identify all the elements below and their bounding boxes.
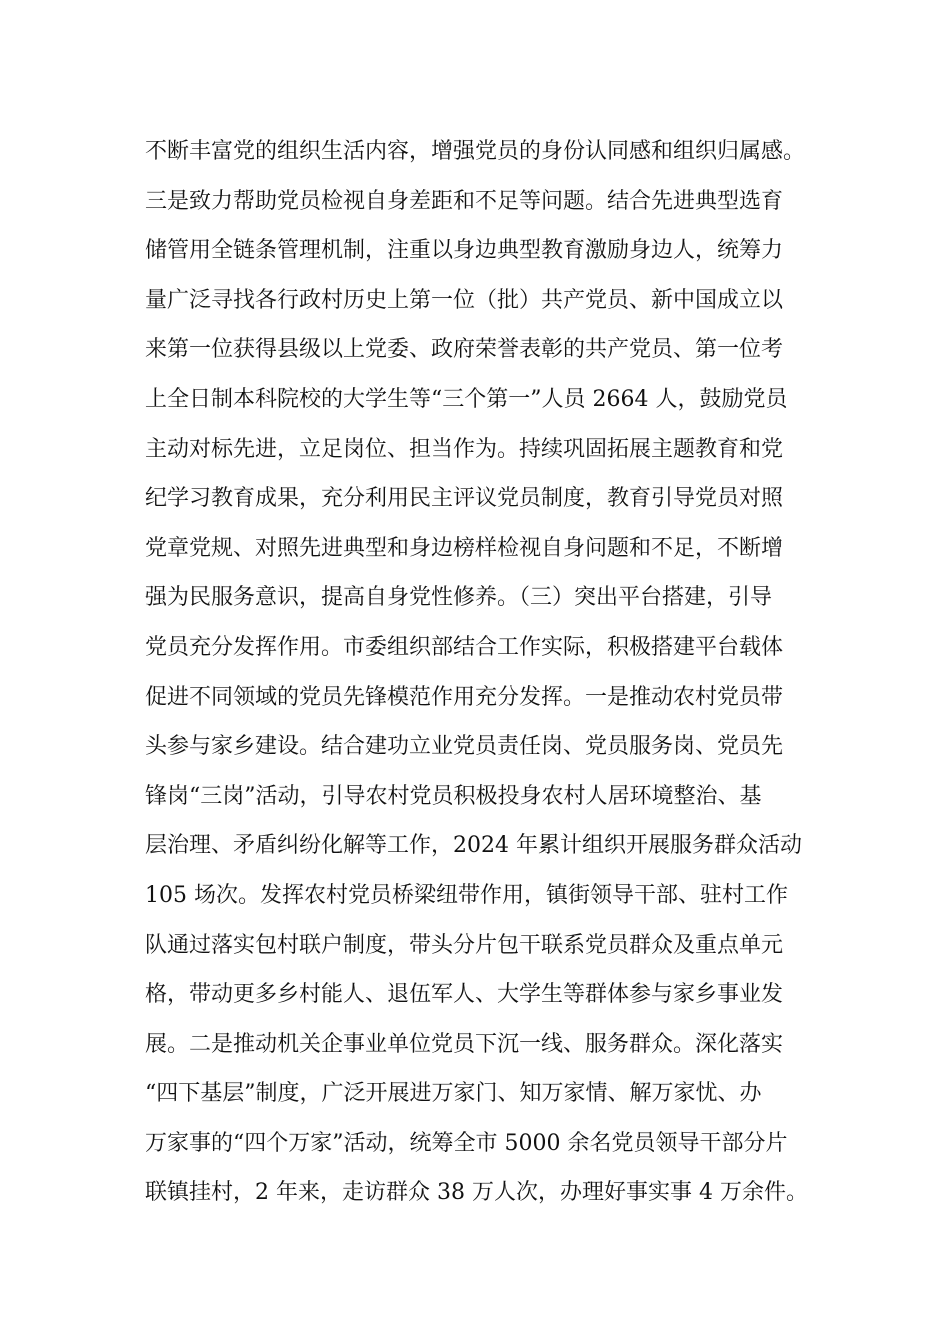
text-line-20: “四下基层”制度，广泛开展进万家门、知万家情、解万家忧、办: [145, 1081, 762, 1107]
text-line-5: 来第一位获得县级以上党委、政府荣誉表彰的共产党员、第一位考: [145, 337, 784, 363]
text-line-15: 层治理、矛盾纠纷化解等工作，2024 年累计组织开展服务群众活动: [145, 833, 802, 859]
text-line-17: 队通过落实包村联户制度，带头分片包干联系党员群众及重点单元: [145, 932, 784, 958]
text-line-18: 格，带动更多乡村能人、退伍军人、大学生等群体参与家乡事业发: [145, 982, 784, 1008]
text-line-6: 上全日制本科院校的大学生等“三个第一”人员 2664 人，鼓励党员: [145, 386, 788, 412]
text-line-13: 头参与家乡建设。结合建功立业党员责任岗、党员服务岗、党员先: [145, 734, 784, 760]
text-line-22: 联镇挂村，2 年来，走访群众 38 万人次，办理好事实事 4 万余件。: [145, 1180, 808, 1206]
text-line-21: 万家事的“四个万家”活动，统筹全市 5000 余名党员领导干部分片: [145, 1130, 788, 1156]
text-line-3: 储管用全链条管理机制，注重以身边典型教育激励身边人，统筹力: [145, 238, 784, 264]
text-line-8: 纪学习教育成果，充分利用民主评议党员制度，教育引导党员对照: [145, 486, 784, 512]
body-text: [145, 127, 825, 1218]
text-line-7: 主动对标先进，立足岗位、担当作为。持续巩固拓展主题教育和党: [145, 436, 784, 462]
text-line-14: 锋岗“三岗”活动，引导农村党员积极投身农村人居环境整治、基: [145, 783, 762, 809]
text-line-1: 不断丰富党的组织生活内容，增强党员的身份认同感和组织归属感。: [145, 139, 806, 164]
text-line-10: 强为民服务意识，提高自身党性修养。（三）突出平台搭建，引导: [145, 585, 773, 611]
text-line-12: 促进不同领域的党员先锋模范作用充分发挥。一是推动农村党员带: [145, 684, 784, 710]
text-line-19: 展。二是推动机关企事业单位党员下沉一线、服务群众。深化落实: [145, 1031, 784, 1057]
text-line-11: 党员充分发挥作用。市委组织部结合工作实际，积极搭建平台载体: [145, 634, 784, 660]
text-line-16: 105 场次。发挥农村党员桥梁纽带作用，镇街领导干部、驻村工作: [145, 882, 788, 908]
text-line-9: 党章党规、对照先进典型和身边榜样检视自身问题和不足，不断增: [145, 535, 784, 561]
text-line-4: 量广泛寻找各行政村历史上第一位（批）共产党员、新中国成立以: [145, 287, 784, 313]
text-line-2: 三是致力帮助党员检视自身差距和不足等问题。结合先进典型选育: [145, 188, 784, 214]
